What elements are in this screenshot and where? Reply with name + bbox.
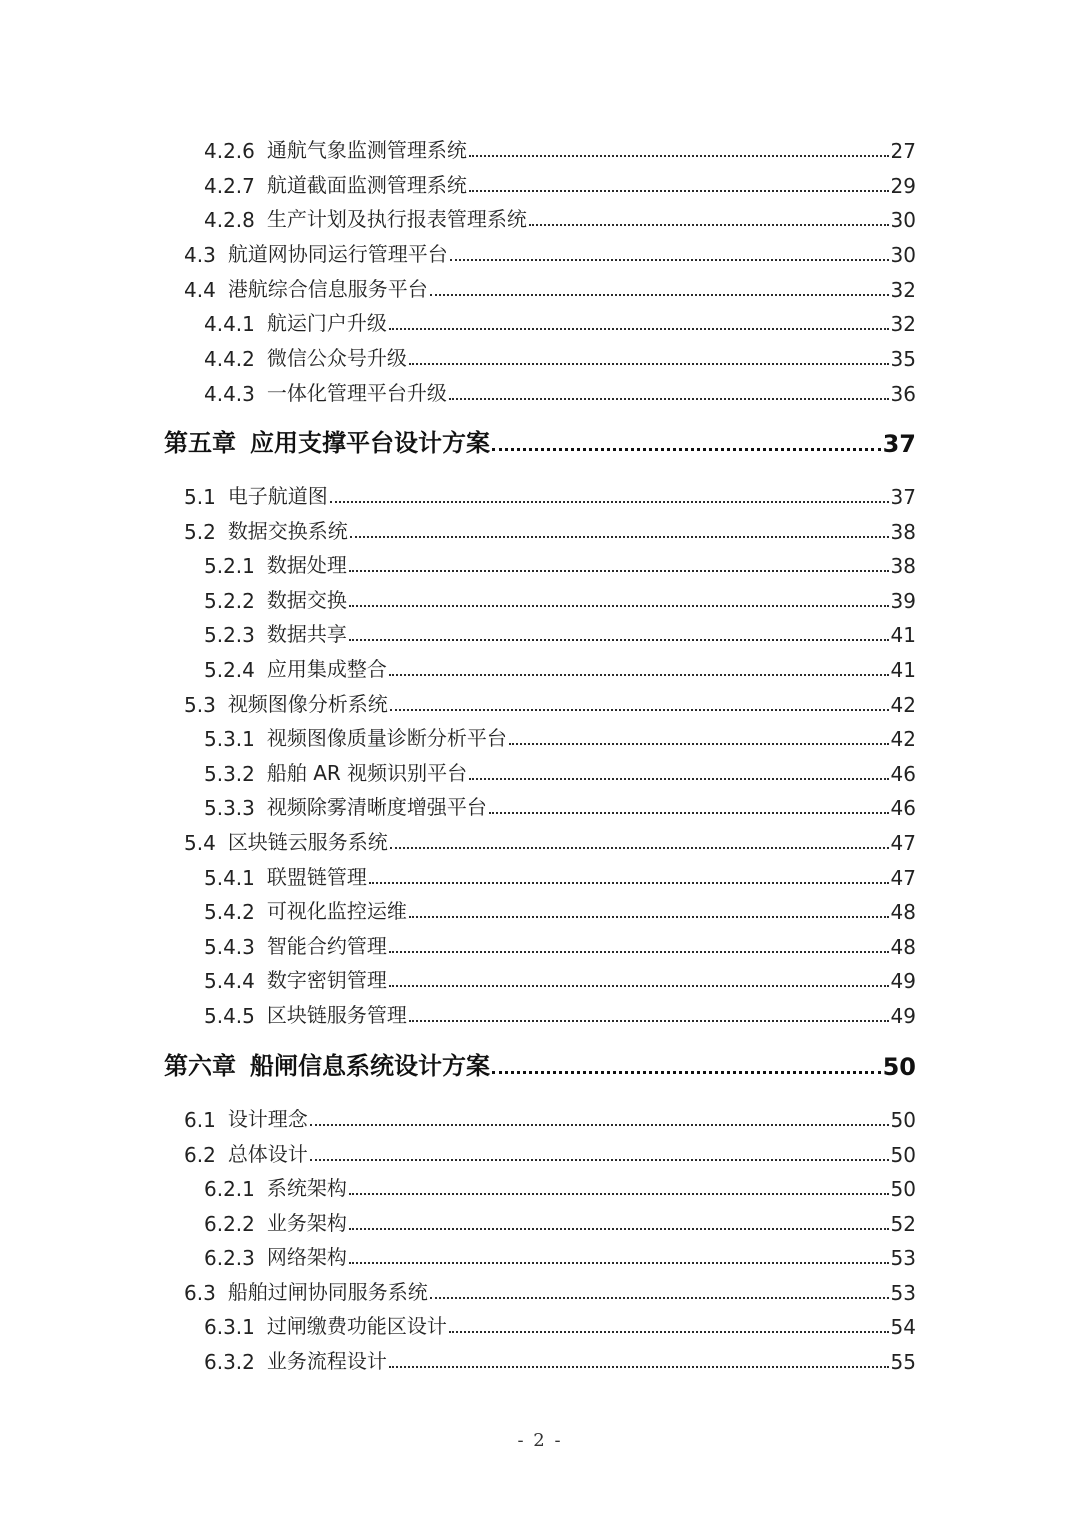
toc-entry-page: 36 (890, 382, 916, 406)
toc-entry-page: 50 (882, 1053, 916, 1081)
toc-entry-title: 系统架构 (266, 1176, 347, 1200)
toc-entry-title: 微信公众号升级 (266, 346, 407, 370)
toc-dot-leader (349, 605, 889, 607)
toc-entry-number: 5.4.5 (204, 1004, 255, 1028)
toc-entry-number: 5.2.1 (204, 554, 255, 578)
toc-entry[interactable] (204, 963, 916, 993)
toc-entry[interactable] (204, 721, 916, 751)
toc-entry-title: 数据处理 (266, 553, 347, 577)
toc-entry-number: 5.2.4 (204, 658, 255, 682)
toc-entry[interactable] (204, 756, 916, 786)
toc-entry[interactable] (204, 202, 916, 232)
toc-entry-number: 5.3.2 (204, 762, 255, 786)
toc-entry[interactable] (204, 376, 916, 406)
toc-entry-number: 5.4.2 (204, 900, 255, 924)
toc-entry-title: 船闸信息系统设计方案 (250, 1052, 490, 1080)
toc-entry-page: 52 (890, 1212, 916, 1236)
toc-entry-page: 30 (890, 208, 916, 232)
toc-entry[interactable] (204, 548, 916, 578)
toc-dot-leader (389, 985, 889, 987)
toc-entry-number: 6.3.2 (204, 1350, 255, 1374)
toc-entry-page: 38 (890, 520, 916, 544)
toc-entry-title: 生产计划及执行报表管理系统 (266, 207, 527, 231)
toc-entry-number: 5.4.4 (204, 969, 255, 993)
toc-entry[interactable] (204, 583, 916, 613)
toc-entry-page: 35 (890, 347, 916, 371)
toc-entry-number: 6.2.2 (204, 1212, 255, 1236)
toc-dot-leader (449, 1331, 889, 1333)
toc-entry[interactable] (204, 306, 916, 336)
toc-entry-title: 数据交换 (266, 588, 347, 612)
toc-entry[interactable] (204, 998, 916, 1028)
toc-dot-leader (469, 190, 889, 192)
toc-entry-number: 5.3 (184, 693, 216, 717)
toc-entry-number: 6.1 (184, 1108, 216, 1132)
toc-entry-page: 39 (890, 589, 916, 613)
toc-dot-leader (492, 448, 881, 451)
toc-dot-leader (349, 639, 889, 641)
toc-entry-page: 37 (882, 430, 916, 458)
toc-dot-leader (469, 155, 889, 157)
toc-entry-title: 数据共享 (266, 622, 347, 646)
toc-entry-title: 电子航道图 (227, 484, 328, 508)
toc-entry[interactable] (204, 1309, 916, 1339)
toc-entry-number: 第六章 (164, 1052, 236, 1080)
toc-dot-leader (409, 916, 889, 918)
toc-dot-leader (430, 294, 889, 296)
toc-entry-page: 46 (890, 796, 916, 820)
toc-entry-number: 5.1 (184, 485, 216, 509)
toc-entry-number: 4.4.1 (204, 312, 255, 336)
toc-dot-leader (449, 398, 889, 400)
toc-entry[interactable] (184, 687, 916, 717)
toc-entry[interactable] (204, 1206, 916, 1236)
toc-entry-title: 航道截面监测管理系统 (266, 173, 467, 197)
toc-entry-page: 48 (890, 900, 916, 924)
toc-dot-leader (409, 1020, 889, 1022)
toc-entry[interactable] (204, 652, 916, 682)
toc-entry-title: 数字密钥管理 (266, 968, 387, 992)
toc-entry[interactable] (184, 479, 916, 509)
toc-entry-number: 6.2.1 (204, 1177, 255, 1201)
toc-entry-number: 5.4.3 (204, 935, 255, 959)
toc-entry-number: 4.4.3 (204, 382, 255, 406)
toc-entry-page: 32 (890, 312, 916, 336)
toc-entry-page: 50 (890, 1108, 916, 1132)
toc-dot-leader (389, 674, 889, 676)
toc-entry[interactable] (204, 168, 916, 198)
toc-entry-number: 4.4.2 (204, 347, 255, 371)
toc-entry-number: 5.4 (184, 831, 216, 855)
toc-entry-page: 42 (890, 693, 916, 717)
toc-entry-page: 47 (890, 831, 916, 855)
toc-entry[interactable] (204, 860, 916, 890)
toc-dot-leader (389, 1366, 889, 1368)
toc-entry-title: 联盟链管理 (266, 865, 367, 889)
toc-entry-page: 41 (890, 658, 916, 682)
toc-entry-page: 27 (890, 139, 916, 163)
toc-entry-number: 4.4 (184, 278, 216, 302)
toc-entry-title: 可视化监控运维 (266, 899, 407, 923)
toc-entry-title: 数据交换系统 (227, 519, 348, 543)
toc-entry-number: 5.3.1 (204, 727, 255, 751)
toc-entry[interactable] (184, 272, 916, 302)
toc-dot-leader (349, 570, 889, 572)
toc-dot-leader (509, 743, 889, 745)
toc-dot-leader (349, 1228, 889, 1230)
toc-entry-number: 6.3.1 (204, 1315, 255, 1339)
toc-entry-title: 通航气象监测管理系统 (266, 138, 467, 162)
toc-entry-page: 54 (890, 1315, 916, 1339)
toc-entry-number: 5.2.3 (204, 623, 255, 647)
toc-dot-leader (489, 812, 889, 814)
toc-entry-page: 49 (890, 1004, 916, 1028)
toc-entry-number: 4.2.7 (204, 174, 255, 198)
toc-dot-leader (310, 1159, 889, 1161)
toc-dot-leader (350, 536, 889, 538)
toc-entry-page: 48 (890, 935, 916, 959)
toc-entry-title: 航道网协同运行管理平台 (227, 242, 448, 266)
toc-entry[interactable] (184, 237, 916, 267)
toc-entry-page: 50 (890, 1177, 916, 1201)
toc-entry[interactable] (184, 825, 916, 855)
toc-entry-title: 区块链服务管理 (266, 1003, 407, 1027)
toc-entry-title: 总体设计 (227, 1142, 308, 1166)
toc-entry-page: 32 (890, 278, 916, 302)
toc-entry-number: 5.4.1 (204, 866, 255, 890)
toc-entry-number: 6.3 (184, 1281, 216, 1305)
toc-entry-page: 41 (890, 623, 916, 647)
toc-entry-title: 网络架构 (266, 1245, 347, 1269)
toc-entry-page: 55 (890, 1350, 916, 1374)
toc-entry[interactable] (204, 617, 916, 647)
toc-entry-page: 50 (890, 1143, 916, 1167)
toc-entry-title: 业务架构 (266, 1211, 347, 1235)
toc-dot-leader (450, 259, 889, 261)
toc-entry-title: 视频图像分析系统 (227, 692, 388, 716)
toc-chapter-entry[interactable] (164, 424, 916, 458)
toc-entry[interactable] (184, 1102, 916, 1132)
toc-dot-leader (469, 778, 888, 780)
toc-dot-leader (390, 709, 889, 711)
toc-dot-leader (349, 1193, 889, 1195)
toc-entry[interactable] (204, 133, 916, 163)
toc-entry-title: 应用支撑平台设计方案 (250, 429, 490, 457)
toc-entry-title: 船舶过闸协同服务系统 (227, 1280, 428, 1304)
toc-entry-page: 49 (890, 969, 916, 993)
toc-entry[interactable] (204, 929, 916, 959)
toc-entry[interactable] (204, 1171, 916, 1201)
toc-dot-leader (349, 1262, 889, 1264)
toc-entry-title: 业务流程设计 (266, 1349, 387, 1373)
toc-entry[interactable] (184, 1137, 916, 1167)
toc-dot-leader (529, 224, 889, 226)
toc-chapter-entry[interactable] (164, 1047, 916, 1081)
toc-entry-page: 53 (890, 1281, 916, 1305)
toc-dot-leader (389, 951, 889, 953)
toc-dot-leader (369, 882, 889, 884)
toc-entry-title: 港航综合信息服务平台 (227, 277, 428, 301)
toc-entry-page: 30 (890, 243, 916, 267)
toc-entry[interactable] (204, 341, 916, 371)
toc-entry[interactable] (204, 894, 916, 924)
toc-entry[interactable] (184, 514, 916, 544)
toc-dot-leader (390, 847, 889, 849)
toc-entry-title: 区块链云服务系统 (227, 830, 388, 854)
toc-entry-number: 4.2.6 (204, 139, 255, 163)
toc-entry-title: 应用集成整合 (266, 657, 387, 681)
toc-entry-title: 视频图像质量诊断分析平台 (266, 726, 507, 750)
toc-entry-page: 46 (890, 762, 916, 786)
toc-entry-title: 船舶 AR 视频识别平台 (266, 761, 468, 785)
toc-entry-title: 一体化管理平台升级 (266, 381, 447, 405)
toc-entry[interactable] (184, 1275, 916, 1305)
toc-entry-page: 29 (890, 174, 916, 198)
toc-entry-page: 37 (890, 485, 916, 509)
toc-entry-number: 5.2.2 (204, 589, 255, 613)
toc-entry-page: 38 (890, 554, 916, 578)
toc-dot-leader (492, 1071, 881, 1074)
toc-entry-title: 航运门户升级 (266, 311, 387, 335)
toc-entry-title: 视频除雾清晰度增强平台 (266, 795, 487, 819)
toc-dot-leader (430, 1297, 889, 1299)
toc-entry-page: 53 (890, 1246, 916, 1270)
toc-entry-number: 5.3.3 (204, 796, 255, 820)
toc-entry-number: 4.2.8 (204, 208, 255, 232)
toc-entry-page: 42 (890, 727, 916, 751)
toc-entry[interactable] (204, 1344, 916, 1374)
toc-entry-number: 4.3 (184, 243, 216, 267)
toc-entry[interactable] (204, 790, 916, 820)
toc-entry-number: 6.2.3 (204, 1246, 255, 1270)
toc-dot-leader (389, 328, 889, 330)
toc-entry[interactable] (204, 1240, 916, 1270)
toc-dot-leader (310, 1124, 889, 1126)
toc-entry-title: 过闸缴费功能区设计 (266, 1314, 447, 1338)
toc-dot-leader (409, 363, 889, 365)
toc-entry-number: 第五章 (164, 429, 236, 457)
toc-entry-number: 6.2 (184, 1143, 216, 1167)
page-number: - 2 - (517, 1430, 563, 1451)
toc-entry-page: 47 (890, 866, 916, 890)
toc-entry-title: 设计理念 (227, 1107, 308, 1131)
toc-entry-number: 5.2 (184, 520, 216, 544)
toc-dot-leader (330, 501, 889, 503)
toc-entry-title: 智能合约管理 (266, 934, 387, 958)
